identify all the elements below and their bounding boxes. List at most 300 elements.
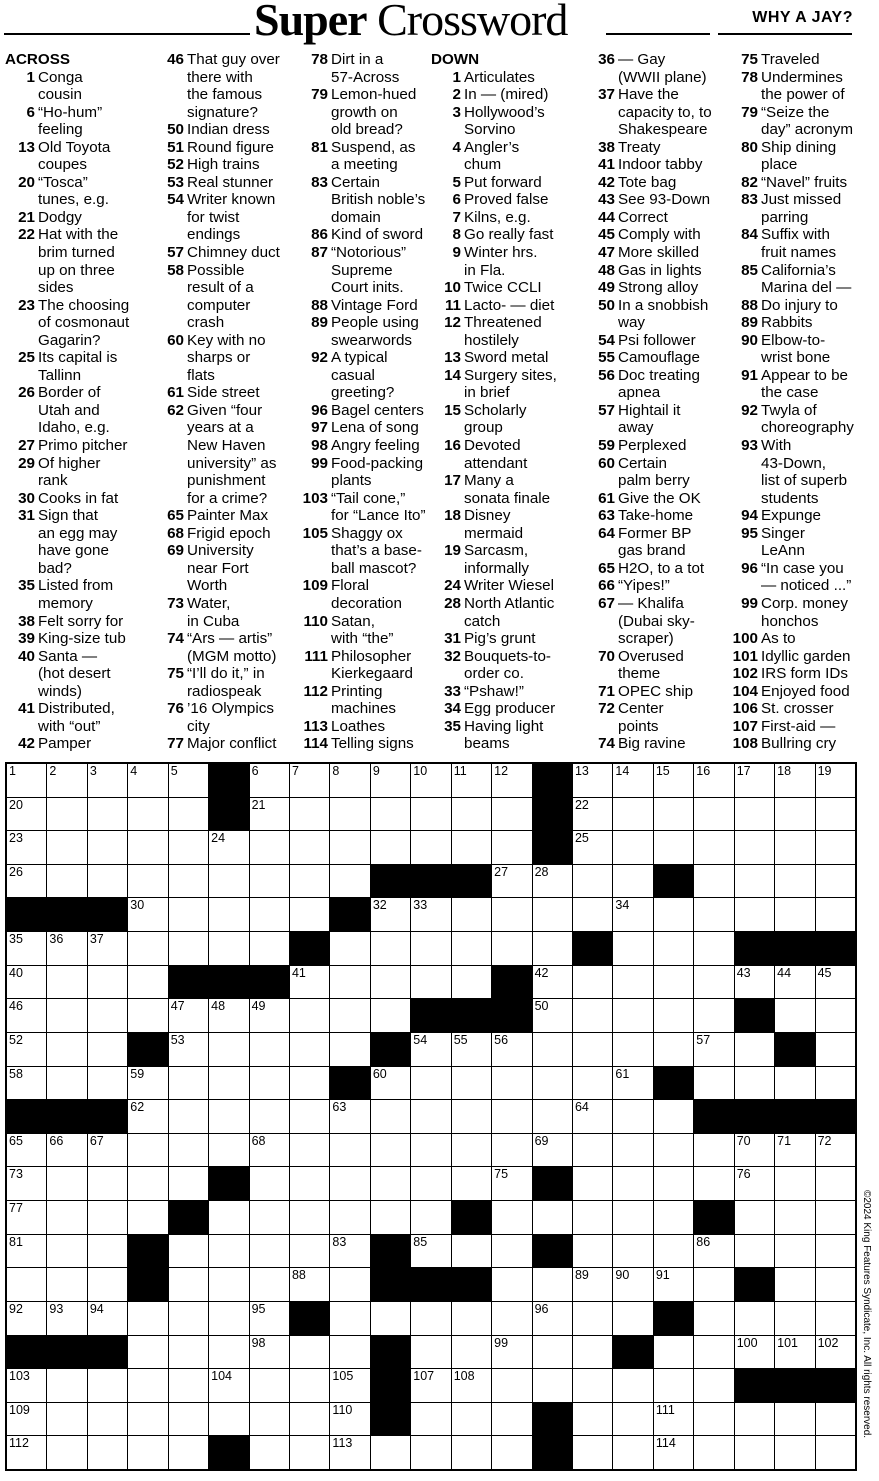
grid-cell[interactable] [573, 1268, 612, 1301]
grid-cell[interactable] [694, 999, 733, 1032]
grid-cell[interactable] [371, 831, 410, 864]
grid-cell[interactable] [533, 1033, 572, 1066]
grid-cell[interactable] [573, 1369, 612, 1402]
grid-cell[interactable] [290, 1336, 329, 1369]
grid-cell[interactable] [209, 1100, 248, 1133]
grid-cell[interactable] [694, 1302, 733, 1335]
grid-cell[interactable] [775, 1436, 814, 1469]
grid-cell[interactable] [452, 1134, 491, 1167]
grid-cell[interactable] [330, 999, 369, 1032]
grid-cell[interactable] [452, 1302, 491, 1335]
grid-cell[interactable] [47, 798, 86, 831]
grid-cell[interactable] [290, 831, 329, 864]
grid-cell[interactable] [654, 1268, 693, 1301]
grid-cell[interactable] [735, 1067, 774, 1100]
grid-cell[interactable] [371, 999, 410, 1032]
grid-cell[interactable] [775, 1167, 814, 1200]
grid-cell[interactable] [209, 999, 248, 1032]
grid-cell[interactable] [371, 1302, 410, 1335]
grid-cell[interactable] [169, 764, 208, 797]
grid-cell[interactable] [775, 898, 814, 931]
grid-cell[interactable] [654, 1033, 693, 1066]
grid-cell[interactable] [330, 966, 369, 999]
grid-cell[interactable] [613, 898, 652, 931]
grid-cell[interactable] [88, 798, 127, 831]
grid-cell[interactable] [654, 999, 693, 1032]
grid-cell[interactable] [654, 1100, 693, 1133]
grid-cell[interactable] [88, 1403, 127, 1436]
grid-cell[interactable] [290, 898, 329, 931]
grid-cell[interactable] [775, 831, 814, 864]
grid-cell[interactable] [613, 932, 652, 965]
grid-cell[interactable] [775, 865, 814, 898]
grid-cell[interactable] [250, 932, 289, 965]
grid-cell[interactable] [452, 1067, 491, 1100]
grid-cell[interactable] [735, 1403, 774, 1436]
grid-cell[interactable] [7, 1268, 46, 1301]
grid-cell[interactable] [128, 1167, 167, 1200]
grid-cell[interactable] [533, 1302, 572, 1335]
grid-cell[interactable] [250, 999, 289, 1032]
grid-cell[interactable] [169, 1302, 208, 1335]
grid-cell[interactable] [47, 1067, 86, 1100]
grid-cell[interactable] [209, 1369, 248, 1402]
grid-cell[interactable] [411, 1033, 450, 1066]
grid-cell[interactable] [775, 798, 814, 831]
grid-cell[interactable] [7, 1436, 46, 1469]
grid-cell[interactable] [169, 1167, 208, 1200]
grid-cell[interactable] [371, 966, 410, 999]
grid-cell[interactable] [128, 1436, 167, 1469]
grid-cell[interactable] [533, 898, 572, 931]
grid-cell[interactable] [533, 1100, 572, 1133]
grid-cell[interactable] [290, 1436, 329, 1469]
grid-cell[interactable] [411, 1369, 450, 1402]
grid-cell[interactable] [169, 1436, 208, 1469]
grid-cell[interactable] [735, 1167, 774, 1200]
grid-cell[interactable] [573, 1100, 612, 1133]
grid-cell[interactable] [573, 798, 612, 831]
grid-cell[interactable] [775, 1268, 814, 1301]
grid-cell[interactable] [573, 1403, 612, 1436]
grid-cell[interactable] [88, 1033, 127, 1066]
grid-cell[interactable] [613, 966, 652, 999]
grid-cell[interactable] [613, 1369, 652, 1402]
grid-cell[interactable] [694, 1336, 733, 1369]
grid-cell[interactable] [7, 1167, 46, 1200]
grid-cell[interactable] [411, 1167, 450, 1200]
grid-cell[interactable] [290, 1268, 329, 1301]
grid-cell[interactable] [209, 1201, 248, 1234]
grid-cell[interactable] [290, 764, 329, 797]
grid-cell[interactable] [654, 1436, 693, 1469]
grid-cell[interactable] [573, 1067, 612, 1100]
grid-cell[interactable] [492, 1235, 531, 1268]
grid-cell[interactable] [250, 1268, 289, 1301]
grid-cell[interactable] [573, 1167, 612, 1200]
grid-cell[interactable] [47, 1235, 86, 1268]
grid-cell[interactable] [88, 1369, 127, 1402]
grid-cell[interactable] [411, 1134, 450, 1167]
grid-cell[interactable] [533, 865, 572, 898]
grid-cell[interactable] [816, 966, 855, 999]
grid-cell[interactable] [816, 1336, 855, 1369]
grid-cell[interactable] [330, 764, 369, 797]
grid-cell[interactable] [694, 1268, 733, 1301]
grid-cell[interactable] [492, 932, 531, 965]
grid-cell[interactable] [613, 1134, 652, 1167]
grid-cell[interactable] [169, 932, 208, 965]
grid-cell[interactable] [613, 1436, 652, 1469]
grid-cell[interactable] [694, 932, 733, 965]
grid-cell[interactable] [330, 1369, 369, 1402]
grid-cell[interactable] [47, 1134, 86, 1167]
grid-cell[interactable] [492, 764, 531, 797]
grid-cell[interactable] [694, 1033, 733, 1066]
grid-cell[interactable] [411, 898, 450, 931]
grid-cell[interactable] [411, 764, 450, 797]
grid-cell[interactable] [209, 1403, 248, 1436]
grid-cell[interactable] [290, 1067, 329, 1100]
grid-cell[interactable] [654, 1235, 693, 1268]
grid-cell[interactable] [452, 932, 491, 965]
grid-cell[interactable] [250, 764, 289, 797]
grid-cell[interactable] [169, 1134, 208, 1167]
grid-cell[interactable] [533, 1134, 572, 1167]
grid-cell[interactable] [492, 865, 531, 898]
grid-cell[interactable] [330, 1100, 369, 1133]
grid-cell[interactable] [169, 1235, 208, 1268]
grid-cell[interactable] [88, 1268, 127, 1301]
grid-cell[interactable] [411, 831, 450, 864]
grid-cell[interactable] [654, 1167, 693, 1200]
grid-cell[interactable] [250, 1403, 289, 1436]
grid-cell[interactable] [694, 1436, 733, 1469]
grid-cell[interactable] [88, 865, 127, 898]
grid-cell[interactable] [371, 932, 410, 965]
grid-cell[interactable] [7, 831, 46, 864]
grid-cell[interactable] [816, 1403, 855, 1436]
grid-cell[interactable] [47, 932, 86, 965]
grid-cell[interactable] [735, 1336, 774, 1369]
grid-cell[interactable] [330, 1403, 369, 1436]
grid-cell[interactable] [128, 1302, 167, 1335]
grid-cell[interactable] [209, 1336, 248, 1369]
grid-cell[interactable] [88, 1167, 127, 1200]
grid-cell[interactable] [613, 1268, 652, 1301]
grid-cell[interactable] [735, 1201, 774, 1234]
grid-cell[interactable] [411, 1336, 450, 1369]
grid-cell[interactable] [735, 1235, 774, 1268]
grid-cell[interactable] [209, 898, 248, 931]
grid-cell[interactable] [290, 1369, 329, 1402]
grid-cell[interactable] [533, 1369, 572, 1402]
grid-cell[interactable] [816, 898, 855, 931]
grid-cell[interactable] [250, 1033, 289, 1066]
grid-cell[interactable] [7, 865, 46, 898]
grid-cell[interactable] [816, 1033, 855, 1066]
grid-cell[interactable] [573, 831, 612, 864]
grid-cell[interactable] [250, 1336, 289, 1369]
grid-cell[interactable] [209, 1033, 248, 1066]
grid-cell[interactable] [371, 1134, 410, 1167]
grid-cell[interactable] [47, 1268, 86, 1301]
grid-cell[interactable] [492, 1067, 531, 1100]
grid-cell[interactable] [290, 1100, 329, 1133]
grid-cell[interactable] [452, 1369, 491, 1402]
grid-cell[interactable] [816, 1302, 855, 1335]
grid-cell[interactable] [492, 798, 531, 831]
grid-cell[interactable] [411, 1201, 450, 1234]
grid-cell[interactable] [533, 1268, 572, 1301]
grid-cell[interactable] [613, 831, 652, 864]
grid-cell[interactable] [128, 1201, 167, 1234]
grid-cell[interactable] [816, 1436, 855, 1469]
grid-cell[interactable] [654, 966, 693, 999]
grid-cell[interactable] [492, 1403, 531, 1436]
grid-cell[interactable] [88, 1201, 127, 1234]
grid-cell[interactable] [47, 1436, 86, 1469]
grid-cell[interactable] [654, 898, 693, 931]
grid-cell[interactable] [250, 1067, 289, 1100]
grid-cell[interactable] [816, 1268, 855, 1301]
grid-cell[interactable] [47, 1369, 86, 1402]
grid-cell[interactable] [330, 1235, 369, 1268]
grid-cell[interactable] [816, 764, 855, 797]
grid-cell[interactable] [411, 932, 450, 965]
grid-cell[interactable] [452, 1436, 491, 1469]
grid-cell[interactable] [492, 1268, 531, 1301]
grid-cell[interactable] [250, 898, 289, 931]
grid-cell[interactable] [209, 932, 248, 965]
grid-cell[interactable] [47, 1201, 86, 1234]
grid-cell[interactable] [775, 1134, 814, 1167]
grid-cell[interactable] [330, 798, 369, 831]
grid-cell[interactable] [613, 1403, 652, 1436]
grid-cell[interactable] [371, 1067, 410, 1100]
grid-cell[interactable] [411, 1067, 450, 1100]
grid-cell[interactable] [169, 831, 208, 864]
grid-cell[interactable] [452, 764, 491, 797]
grid-cell[interactable] [250, 1100, 289, 1133]
grid-cell[interactable] [290, 1167, 329, 1200]
grid-cell[interactable] [330, 1134, 369, 1167]
grid-cell[interactable] [209, 831, 248, 864]
grid-cell[interactable] [492, 1201, 531, 1234]
grid-cell[interactable] [735, 966, 774, 999]
grid-cell[interactable] [88, 999, 127, 1032]
grid-cell[interactable] [250, 1235, 289, 1268]
grid-cell[interactable] [330, 932, 369, 965]
grid-cell[interactable] [371, 898, 410, 931]
grid-cell[interactable] [128, 898, 167, 931]
grid-cell[interactable] [371, 1167, 410, 1200]
grid-cell[interactable] [7, 1235, 46, 1268]
grid-cell[interactable] [250, 798, 289, 831]
grid-cell[interactable] [654, 932, 693, 965]
grid-cell[interactable] [290, 1033, 329, 1066]
grid-cell[interactable] [250, 1436, 289, 1469]
grid-cell[interactable] [452, 1235, 491, 1268]
grid-cell[interactable] [735, 865, 774, 898]
grid-cell[interactable] [88, 1235, 127, 1268]
grid-cell[interactable] [7, 1369, 46, 1402]
grid-cell[interactable] [735, 1436, 774, 1469]
grid-cell[interactable] [7, 798, 46, 831]
grid-cell[interactable] [290, 798, 329, 831]
grid-cell[interactable] [88, 1302, 127, 1335]
grid-cell[interactable] [452, 1403, 491, 1436]
grid-cell[interactable] [290, 1134, 329, 1167]
grid-cell[interactable] [735, 1302, 774, 1335]
grid-cell[interactable] [816, 798, 855, 831]
grid-cell[interactable] [169, 1100, 208, 1133]
grid-cell[interactable] [654, 764, 693, 797]
grid-cell[interactable] [7, 999, 46, 1032]
grid-cell[interactable] [7, 966, 46, 999]
grid-cell[interactable] [775, 1302, 814, 1335]
grid-cell[interactable] [169, 898, 208, 931]
grid-cell[interactable] [775, 764, 814, 797]
grid-cell[interactable] [7, 1033, 46, 1066]
grid-cell[interactable] [128, 1403, 167, 1436]
grid-cell[interactable] [128, 966, 167, 999]
grid-cell[interactable] [573, 764, 612, 797]
grid-cell[interactable] [452, 898, 491, 931]
grid-cell[interactable] [128, 764, 167, 797]
grid-cell[interactable] [411, 1436, 450, 1469]
grid-cell[interactable] [654, 1134, 693, 1167]
grid-cell[interactable] [47, 865, 86, 898]
grid-cell[interactable] [735, 1033, 774, 1066]
grid-cell[interactable] [694, 1167, 733, 1200]
grid-cell[interactable] [169, 865, 208, 898]
grid-cell[interactable] [694, 1235, 733, 1268]
grid-cell[interactable] [169, 1033, 208, 1066]
grid-cell[interactable] [88, 966, 127, 999]
grid-cell[interactable] [169, 1403, 208, 1436]
grid-cell[interactable] [452, 1167, 491, 1200]
grid-cell[interactable] [88, 831, 127, 864]
grid-cell[interactable] [128, 1134, 167, 1167]
grid-cell[interactable] [452, 966, 491, 999]
grid-cell[interactable] [775, 966, 814, 999]
grid-cell[interactable] [47, 764, 86, 797]
grid-cell[interactable] [573, 1134, 612, 1167]
grid-cell[interactable] [573, 1302, 612, 1335]
grid-cell[interactable] [452, 831, 491, 864]
grid-cell[interactable] [411, 966, 450, 999]
grid-cell[interactable] [128, 999, 167, 1032]
grid-cell[interactable] [7, 1403, 46, 1436]
grid-cell[interactable] [330, 1436, 369, 1469]
grid-cell[interactable] [694, 1403, 733, 1436]
grid-cell[interactable] [492, 831, 531, 864]
grid-cell[interactable] [7, 932, 46, 965]
grid-cell[interactable] [88, 764, 127, 797]
grid-cell[interactable] [654, 831, 693, 864]
grid-cell[interactable] [330, 1201, 369, 1234]
grid-cell[interactable] [694, 798, 733, 831]
grid-cell[interactable] [694, 831, 733, 864]
grid-cell[interactable] [47, 831, 86, 864]
grid-cell[interactable] [330, 1268, 369, 1301]
grid-cell[interactable] [735, 1134, 774, 1167]
grid-cell[interactable] [492, 1033, 531, 1066]
grid-cell[interactable] [816, 1201, 855, 1234]
grid-cell[interactable] [128, 798, 167, 831]
grid-cell[interactable] [290, 1235, 329, 1268]
grid-cell[interactable] [492, 1369, 531, 1402]
grid-cell[interactable] [573, 1201, 612, 1234]
grid-cell[interactable] [330, 1167, 369, 1200]
grid-cell[interactable] [371, 1436, 410, 1469]
grid-cell[interactable] [816, 1134, 855, 1167]
grid-cell[interactable] [209, 1268, 248, 1301]
grid-cell[interactable] [209, 1067, 248, 1100]
grid-cell[interactable] [492, 1302, 531, 1335]
grid-cell[interactable] [7, 1134, 46, 1167]
grid-cell[interactable] [492, 1167, 531, 1200]
grid-cell[interactable] [290, 999, 329, 1032]
grid-cell[interactable] [613, 1067, 652, 1100]
grid-cell[interactable] [169, 1268, 208, 1301]
grid-cell[interactable] [169, 798, 208, 831]
grid-cell[interactable] [371, 1201, 410, 1234]
grid-cell[interactable] [694, 865, 733, 898]
grid-cell[interactable] [694, 764, 733, 797]
grid-cell[interactable] [492, 898, 531, 931]
grid-cell[interactable] [250, 1369, 289, 1402]
grid-cell[interactable] [573, 1033, 612, 1066]
grid-cell[interactable] [330, 1033, 369, 1066]
grid-cell[interactable] [492, 1134, 531, 1167]
grid-cell[interactable] [654, 1201, 693, 1234]
grid-cell[interactable] [492, 1336, 531, 1369]
grid-cell[interactable] [250, 1167, 289, 1200]
grid-cell[interactable] [47, 966, 86, 999]
grid-cell[interactable] [47, 1302, 86, 1335]
grid-cell[interactable] [88, 932, 127, 965]
grid-cell[interactable] [330, 1302, 369, 1335]
grid-cell[interactable] [330, 831, 369, 864]
grid-cell[interactable] [694, 1067, 733, 1100]
grid-cell[interactable] [452, 798, 491, 831]
grid-cell[interactable] [613, 865, 652, 898]
grid-cell[interactable] [128, 932, 167, 965]
grid-cell[interactable] [411, 798, 450, 831]
grid-cell[interactable] [533, 966, 572, 999]
grid-cell[interactable] [411, 1403, 450, 1436]
grid-cell[interactable] [613, 1033, 652, 1066]
grid-cell[interactable] [371, 764, 410, 797]
grid-cell[interactable] [47, 1403, 86, 1436]
grid-cell[interactable] [735, 831, 774, 864]
grid-cell[interactable] [735, 764, 774, 797]
grid-cell[interactable] [492, 1436, 531, 1469]
grid-cell[interactable] [573, 999, 612, 1032]
grid-cell[interactable] [816, 1235, 855, 1268]
grid-cell[interactable] [775, 1403, 814, 1436]
grid-cell[interactable] [290, 966, 329, 999]
grid-cell[interactable] [654, 1336, 693, 1369]
grid-cell[interactable] [371, 798, 410, 831]
grid-cell[interactable] [694, 966, 733, 999]
grid-cell[interactable] [7, 764, 46, 797]
grid-cell[interactable] [7, 1201, 46, 1234]
grid-cell[interactable] [128, 865, 167, 898]
grid-cell[interactable] [613, 999, 652, 1032]
